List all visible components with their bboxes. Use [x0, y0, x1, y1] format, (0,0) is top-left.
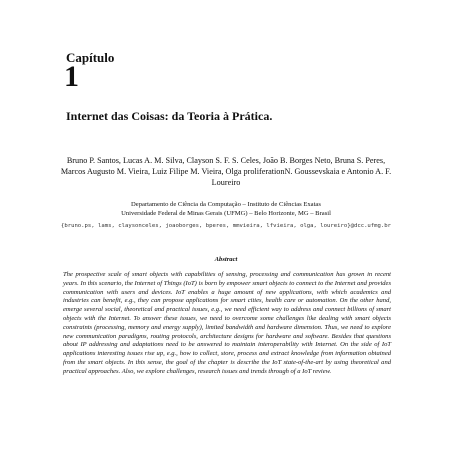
affiliation-line-1: Departamento de Ciência da Computação – Instituto de Ciências Exatas [131, 201, 321, 208]
abstract-heading: Abstract [214, 256, 238, 263]
chapter-label: Capítulo [66, 50, 115, 65]
affiliation-line-2: Universidade Federal de Minas Gerais (UFMG) – Belo Horizonte, MG – Brasil [121, 210, 331, 217]
author-list: Bruno P. Santos, Lucas A. M. Silva, Clayson S. F. S. Celes, João B. Borges Neto, Bruna S. Peres, Marcos Augusto M. Vieira, Luiz Filipe M. Vieira, Olga proliferationN. Goussevskaia e Antonio A. F. Loureiro [60, 156, 392, 187]
affiliation [60, 200, 392, 218]
chapter-title: Internet das Coisas: da Teoria à Prática. [66, 109, 273, 123]
abstract-body: The prospective scale of smart objects with capabilities of sensing, processing and communication has grown in recent years. In this scenario, the Internet of Things (IoT) is born by empower smart objects to connect to the Internet and provides communication with users and devices. IoT enables a huge amount of new applications, with which academics and industries can benefit, e.g., they can propose applications for smart cities, health care or automation. On the other hand, emerge several social, theoretical and practical issues, e.g., we need efficient way to address and connect billions of smart objects with the Internet. To answer these issues, we need to overcome some challenges like dealing with smart objects constraints (processing, memory and energy supply), limited bandwidth and hardware dimension. Thus, we need to explore new communication paradigms, routing protocols, architecture designs for hardware and software. Besides that questions about IP addressing and adaptations need to be answered to maintain interoperability with Internet. On the side of IoT applications interesting issues rise up, e.g., how to collect, store, process and extract knowledge from information obtained from the smart objects. In this sense, the goal of the chapter is describe the IoT state-of-the-art by using theoretical and practical approaches. Also, we explore challenges, research issues and trends through of a IoT review. [63, 271, 391, 375]
chapter-number: 1 [64, 60, 79, 93]
author-emails: {bruno.ps, lams, claysonceles, joaoborges, bperes, mmvieira, lfvieira, olga, loureiro}@dcc.ufmg.br [60, 223, 392, 229]
